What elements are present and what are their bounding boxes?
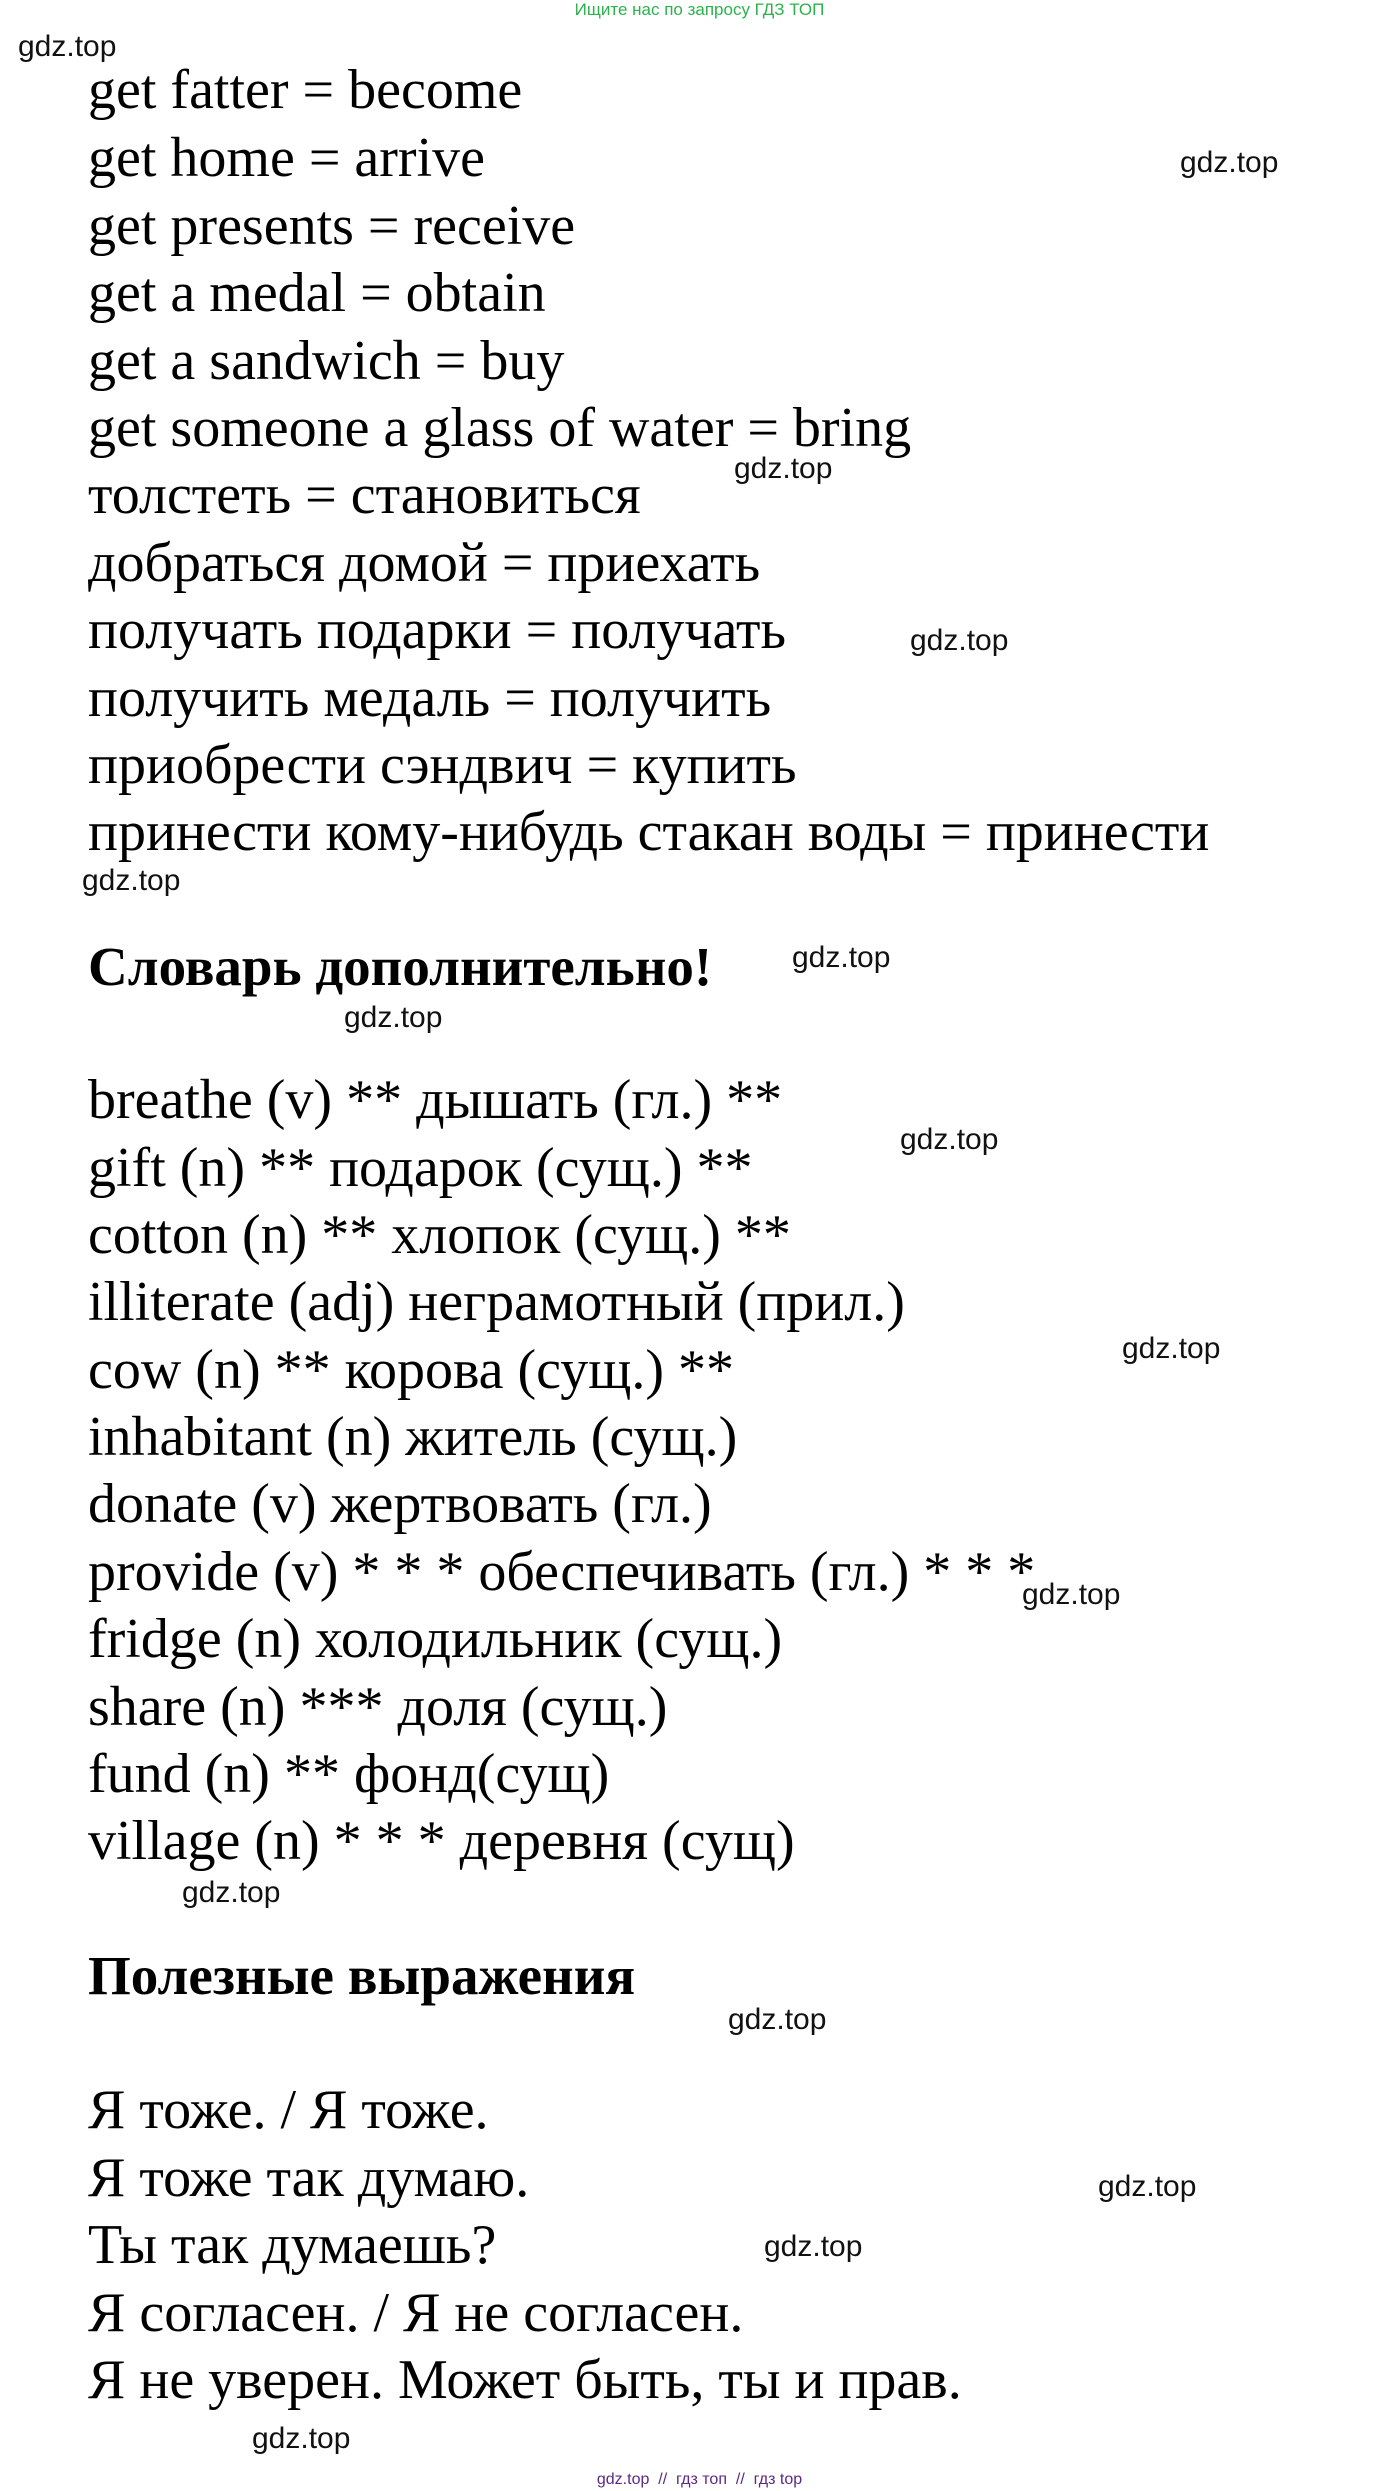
watermark: gdz.top [252, 2422, 351, 2455]
vocab-line: inhabitant (n) житель (сущ.) [88, 1406, 738, 1468]
vocab-line: gift (n) ** подарок (сущ.) ** [88, 1137, 753, 1199]
vocab-line: village (n) * * * деревня (сущ) [88, 1810, 795, 1872]
watermark: gdz.top [792, 941, 891, 974]
footer-links[interactable]: gdz.top // гдз топ // гдз top [596, 2471, 803, 2488]
vocab-line: share (n) *** доля (сущ.) [88, 1676, 668, 1738]
watermark: gdz.top [82, 864, 181, 897]
phrase-line: get fatter = become [88, 59, 523, 121]
vocab-line: fridge (n) холодильник (сущ.) [88, 1608, 783, 1670]
phrase-line: get presents = receive [88, 195, 576, 257]
expression-line: Ты так думаешь? [88, 2214, 497, 2276]
vocab-line: provide (v) * * * обеспечивать (гл.) * * * [88, 1541, 1036, 1603]
top-banner[interactable]: Ищите нас по запросу ГДЗ ТОП [574, 0, 825, 19]
vocab-heading: Словарь дополнительно! [88, 936, 713, 997]
phrase-line: толстеть = становиться [88, 464, 641, 526]
phrase-line: get a medal = obtain [88, 262, 546, 324]
phrase-line: get home = arrive [88, 127, 485, 189]
vocab-line: breathe (v) ** дышать (гл.) ** [88, 1069, 783, 1131]
vocab-line: cotton (n) ** хлопок (сущ.) ** [88, 1204, 791, 1266]
expression-line: Я не уверен. Может быть, ты и прав. [88, 2349, 962, 2411]
watermark: gdz.top [764, 2230, 863, 2263]
watermark: gdz.top [1022, 1578, 1121, 1611]
expression-line: Я тоже. / Я тоже. [88, 2079, 489, 2141]
watermark: gdz.top [734, 452, 833, 485]
phrase-line: получить медаль = получить [88, 667, 772, 729]
expressions-heading: Полезные выражения [88, 1945, 636, 2006]
phrase-line: получать подарки = получать [88, 599, 786, 661]
phrase-line: приобрести сэндвич = купить [88, 734, 797, 796]
watermark: gdz.top [900, 1123, 999, 1156]
phrase-line: принести кому-нибудь стакан воды = принести [88, 801, 1210, 863]
watermark: gdz.top [1122, 1332, 1221, 1365]
vocab-line: cow (n) ** корова (сущ.) ** [88, 1339, 735, 1401]
watermark: gdz.top [18, 30, 117, 63]
phrase-line: get a sandwich = buy [88, 330, 565, 392]
phrase-line: добраться домой = приехать [88, 532, 761, 594]
phrase-line: get someone a glass of water = bring [88, 397, 912, 459]
vocab-line: fund (n) ** фонд(сущ) [88, 1743, 610, 1805]
vocab-line: illiterate (adj) неграмотный (прил.) [88, 1271, 905, 1333]
watermark: gdz.top [728, 2003, 827, 2036]
vocab-line: donate (v) жертвовать (гл.) [88, 1473, 712, 1535]
watermark: gdz.top [1180, 146, 1279, 179]
expression-line: Я тоже так думаю. [88, 2147, 530, 2209]
watermark: gdz.top [182, 1876, 281, 1909]
watermark: gdz.top [1098, 2170, 1197, 2203]
watermark: gdz.top [344, 1001, 443, 1034]
expression-line: Я согласен. / Я не согласен. [88, 2282, 744, 2344]
watermark: gdz.top [910, 624, 1009, 657]
